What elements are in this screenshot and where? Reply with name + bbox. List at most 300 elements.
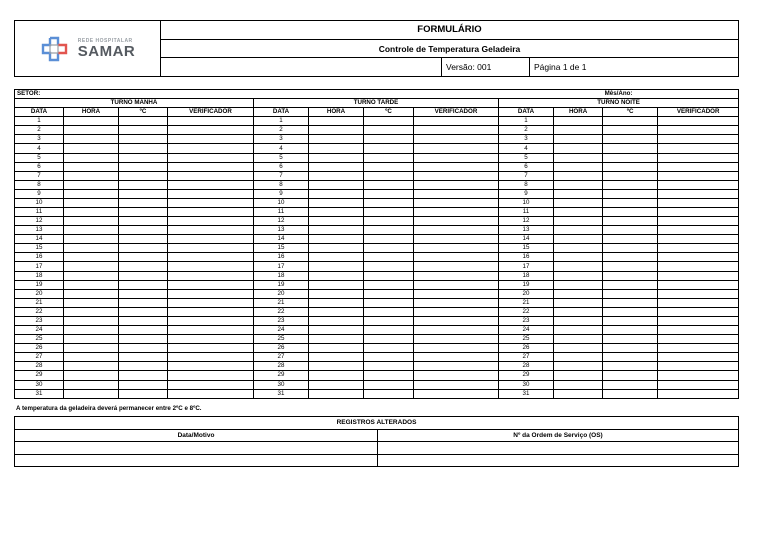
verificador-cell-tarde[interactable] (414, 126, 499, 135)
temperatura-cell-tarde[interactable] (364, 362, 414, 371)
temperatura-cell-noite[interactable] (603, 162, 658, 171)
hora-cell-noite[interactable] (554, 162, 603, 171)
temperatura-cell-noite[interactable] (603, 289, 658, 298)
temperatura-cell-manha[interactable] (119, 153, 168, 162)
verificador-cell-manha[interactable] (168, 126, 254, 135)
verificador-cell-tarde[interactable] (414, 316, 499, 325)
temperatura-cell-manha[interactable] (119, 217, 168, 226)
temperatura-cell-manha[interactable] (119, 289, 168, 298)
hora-cell-noite[interactable] (554, 380, 603, 389)
temperatura-cell-tarde[interactable] (364, 244, 414, 253)
verificador-cell-manha[interactable] (168, 162, 254, 171)
day-row (15, 144, 739, 153)
temperatura-cell-noite[interactable] (603, 153, 658, 162)
verificador-cell-manha[interactable] (168, 253, 254, 262)
verificador-cell-noite[interactable] (658, 126, 739, 135)
temperatura-cell-manha[interactable] (119, 144, 168, 153)
verificador-cell-tarde[interactable] (414, 271, 499, 280)
hora-cell-noite[interactable] (554, 253, 603, 262)
temperatura-cell-tarde[interactable] (364, 208, 414, 217)
temperatura-cell-tarde[interactable] (364, 289, 414, 298)
temperatura-cell-manha[interactable] (119, 353, 168, 362)
temperatura-cell-noite[interactable] (603, 326, 658, 335)
hora-cell-manha[interactable] (64, 371, 119, 380)
verificador-cell-tarde[interactable] (414, 289, 499, 298)
hora-cell-noite[interactable] (554, 316, 603, 325)
hora-cell-manha[interactable] (64, 389, 119, 398)
verificador-cell-manha[interactable] (168, 226, 254, 235)
verificador-cell-noite[interactable] (658, 244, 739, 253)
temperatura-cell-noite[interactable] (603, 335, 658, 344)
verificador-cell-manha[interactable] (168, 389, 254, 398)
day-row (15, 253, 739, 262)
hora-cell-noite[interactable] (554, 335, 603, 344)
verificador-cell-noite[interactable] (658, 298, 739, 307)
day-row (15, 362, 739, 371)
hora-cell-manha[interactable] (64, 208, 119, 217)
temperatura-cell-tarde[interactable] (364, 180, 414, 189)
hora-cell-noite[interactable] (554, 262, 603, 271)
temperatura-cell-tarde[interactable] (364, 162, 414, 171)
hora-cell-tarde[interactable] (309, 371, 364, 380)
day-number-noite: 1 (499, 117, 554, 126)
hora-cell-noite[interactable] (554, 289, 603, 298)
verificador-cell-tarde[interactable] (414, 253, 499, 262)
temperatura-cell-noite[interactable] (603, 389, 658, 398)
temperatura-cell-noite[interactable] (603, 344, 658, 353)
verificador-cell-tarde[interactable] (414, 307, 499, 316)
verificador-cell-noite[interactable] (658, 316, 739, 325)
registro-cell[interactable] (15, 442, 378, 455)
hora-cell-manha[interactable] (64, 153, 119, 162)
verificador-cell-tarde[interactable] (414, 280, 499, 289)
hora-cell-manha[interactable] (64, 180, 119, 189)
hora-cell-tarde[interactable] (309, 389, 364, 398)
verificador-cell-tarde[interactable] (414, 371, 499, 380)
temperatura-cell-tarde[interactable] (364, 326, 414, 335)
temperatura-cell-noite[interactable] (603, 235, 658, 244)
verificador-cell-tarde[interactable] (414, 335, 499, 344)
verificador-cell-noite[interactable] (658, 371, 739, 380)
hora-cell-tarde[interactable] (309, 126, 364, 135)
temperatura-cell-manha[interactable] (119, 244, 168, 253)
verificador-cell-tarde[interactable] (414, 244, 499, 253)
temperatura-cell-noite[interactable] (603, 180, 658, 189)
verificador-cell-noite[interactable] (658, 208, 739, 217)
registro-cell[interactable] (15, 454, 378, 467)
verificador-cell-noite[interactable] (658, 380, 739, 389)
temperatura-cell-manha[interactable] (119, 208, 168, 217)
day-number-tarde: 10 (254, 198, 309, 207)
verificador-cell-tarde[interactable] (414, 235, 499, 244)
column-header-noite: HORA (554, 108, 603, 117)
temperatura-cell-tarde[interactable] (364, 298, 414, 307)
hora-cell-manha[interactable] (64, 307, 119, 316)
verificador-cell-noite[interactable] (658, 135, 739, 144)
mes-ano-label[interactable]: Mês/Ano: (603, 90, 739, 99)
temperatura-cell-tarde[interactable] (364, 353, 414, 362)
temperatura-cell-manha[interactable] (119, 198, 168, 207)
verificador-cell-manha[interactable] (168, 135, 254, 144)
hora-cell-manha[interactable] (64, 135, 119, 144)
hora-cell-manha[interactable] (64, 126, 119, 135)
hora-cell-manha[interactable] (64, 189, 119, 198)
verificador-cell-noite[interactable] (658, 362, 739, 371)
hora-cell-manha[interactable] (64, 144, 119, 153)
verificador-cell-tarde[interactable] (414, 180, 499, 189)
verificador-cell-noite[interactable] (658, 162, 739, 171)
verificador-cell-tarde[interactable] (414, 189, 499, 198)
day-number-tarde: 30 (254, 380, 309, 389)
hora-cell-tarde[interactable] (309, 171, 364, 180)
verificador-cell-manha[interactable] (168, 344, 254, 353)
verificador-cell-tarde[interactable] (414, 344, 499, 353)
hora-cell-manha[interactable] (64, 226, 119, 235)
hora-cell-noite[interactable] (554, 298, 603, 307)
hora-cell-noite[interactable] (554, 126, 603, 135)
registro-cell[interactable] (378, 454, 739, 467)
verificador-cell-tarde[interactable] (414, 144, 499, 153)
temperatura-cell-manha[interactable] (119, 126, 168, 135)
verificador-cell-manha[interactable] (168, 117, 254, 126)
temperatura-cell-manha[interactable] (119, 389, 168, 398)
hora-cell-tarde[interactable] (309, 235, 364, 244)
temperatura-cell-manha[interactable] (119, 226, 168, 235)
verificador-cell-manha[interactable] (168, 198, 254, 207)
temperatura-cell-noite[interactable] (603, 380, 658, 389)
hora-cell-tarde[interactable] (309, 326, 364, 335)
temperatura-cell-tarde[interactable] (364, 371, 414, 380)
temperatura-cell-manha[interactable] (119, 235, 168, 244)
temperatura-cell-tarde[interactable] (364, 253, 414, 262)
verificador-cell-manha[interactable] (168, 217, 254, 226)
hora-cell-noite[interactable] (554, 244, 603, 253)
verificador-cell-noite[interactable] (658, 235, 739, 244)
hora-cell-noite[interactable] (554, 353, 603, 362)
temperatura-cell-noite[interactable] (603, 126, 658, 135)
temperatura-cell-noite[interactable] (603, 262, 658, 271)
temperatura-cell-noite[interactable] (603, 316, 658, 325)
hora-cell-manha[interactable] (64, 326, 119, 335)
temperatura-cell-tarde[interactable] (364, 344, 414, 353)
verificador-cell-manha[interactable] (168, 371, 254, 380)
temperatura-cell-tarde[interactable] (364, 198, 414, 207)
verificador-cell-noite[interactable] (658, 280, 739, 289)
verificador-cell-tarde[interactable] (414, 389, 499, 398)
hora-cell-manha[interactable] (64, 289, 119, 298)
temperatura-cell-tarde[interactable] (364, 217, 414, 226)
verificador-cell-noite[interactable] (658, 389, 739, 398)
verificador-cell-manha[interactable] (168, 316, 254, 325)
hora-cell-noite[interactable] (554, 189, 603, 198)
temperatura-cell-noite[interactable] (603, 298, 658, 307)
temperatura-cell-manha[interactable] (119, 189, 168, 198)
hora-cell-manha[interactable] (64, 117, 119, 126)
hora-cell-tarde[interactable] (309, 153, 364, 162)
temperatura-cell-manha[interactable] (119, 135, 168, 144)
verificador-cell-noite[interactable] (658, 171, 739, 180)
verificador-cell-manha[interactable] (168, 153, 254, 162)
hora-cell-manha[interactable] (64, 271, 119, 280)
verificador-cell-tarde[interactable] (414, 153, 499, 162)
verificador-cell-noite[interactable] (658, 117, 739, 126)
day-number-noite: 28 (499, 362, 554, 371)
verificador-cell-noite[interactable] (658, 353, 739, 362)
verificador-cell-manha[interactable] (168, 171, 254, 180)
temperatura-cell-tarde[interactable] (364, 307, 414, 316)
verificador-cell-manha[interactable] (168, 289, 254, 298)
verificador-cell-noite[interactable] (658, 217, 739, 226)
temperatura-cell-tarde[interactable] (364, 153, 414, 162)
temperatura-cell-tarde[interactable] (364, 135, 414, 144)
hora-cell-tarde[interactable] (309, 135, 364, 144)
temperatura-cell-tarde[interactable] (364, 262, 414, 271)
hora-cell-tarde[interactable] (309, 162, 364, 171)
temperatura-cell-tarde[interactable] (364, 235, 414, 244)
hora-cell-noite[interactable] (554, 371, 603, 380)
hora-cell-tarde[interactable] (309, 217, 364, 226)
hora-cell-tarde[interactable] (309, 262, 364, 271)
temperatura-cell-tarde[interactable] (364, 380, 414, 389)
verificador-cell-manha[interactable] (168, 189, 254, 198)
temperatura-cell-tarde[interactable] (364, 271, 414, 280)
hora-cell-tarde[interactable] (309, 280, 364, 289)
temperatura-cell-tarde[interactable] (364, 117, 414, 126)
day-number-tarde: 29 (254, 371, 309, 380)
registro-cell[interactable] (378, 442, 739, 455)
day-number-manha: 11 (15, 208, 64, 217)
hora-cell-manha[interactable] (64, 262, 119, 271)
temperatura-cell-manha[interactable] (119, 371, 168, 380)
hora-cell-noite[interactable] (554, 217, 603, 226)
hora-cell-tarde[interactable] (309, 244, 364, 253)
temperatura-cell-noite[interactable] (603, 271, 658, 280)
hora-cell-noite[interactable] (554, 171, 603, 180)
verificador-cell-manha[interactable] (168, 235, 254, 244)
temperatura-cell-noite[interactable] (603, 217, 658, 226)
hora-cell-manha[interactable] (64, 380, 119, 389)
verificador-cell-tarde[interactable] (414, 117, 499, 126)
verificador-cell-noite[interactable] (658, 226, 739, 235)
temperatura-cell-tarde[interactable] (364, 316, 414, 325)
hora-cell-noite[interactable] (554, 226, 603, 235)
temperatura-cell-noite[interactable] (603, 307, 658, 316)
verificador-cell-tarde[interactable] (414, 135, 499, 144)
temperatura-cell-manha[interactable] (119, 117, 168, 126)
verificador-cell-noite[interactable] (658, 253, 739, 262)
hora-cell-noite[interactable] (554, 389, 603, 398)
temperatura-cell-tarde[interactable] (364, 335, 414, 344)
verificador-cell-tarde[interactable] (414, 262, 499, 271)
verificador-cell-manha[interactable] (168, 280, 254, 289)
hora-cell-noite[interactable] (554, 235, 603, 244)
temperatura-cell-noite[interactable] (603, 144, 658, 153)
hora-cell-noite[interactable] (554, 208, 603, 217)
hora-cell-tarde[interactable] (309, 335, 364, 344)
verificador-cell-tarde[interactable] (414, 226, 499, 235)
temperatura-cell-noite[interactable] (603, 353, 658, 362)
verificador-cell-tarde[interactable] (414, 217, 499, 226)
temperatura-cell-tarde[interactable] (364, 280, 414, 289)
hora-cell-tarde[interactable] (309, 117, 364, 126)
verificador-cell-noite[interactable] (658, 289, 739, 298)
hora-cell-manha[interactable] (64, 316, 119, 325)
hora-cell-manha[interactable] (64, 217, 119, 226)
hora-cell-tarde[interactable] (309, 253, 364, 262)
hora-cell-tarde[interactable] (309, 208, 364, 217)
hora-cell-noite[interactable] (554, 153, 603, 162)
temperatura-cell-noite[interactable] (603, 226, 658, 235)
hora-cell-noite[interactable] (554, 144, 603, 153)
temperatura-cell-manha[interactable] (119, 298, 168, 307)
verificador-cell-manha[interactable] (168, 208, 254, 217)
hora-cell-manha[interactable] (64, 244, 119, 253)
hora-cell-tarde[interactable] (309, 180, 364, 189)
temperatura-cell-noite[interactable] (603, 208, 658, 217)
verificador-cell-noite[interactable] (658, 189, 739, 198)
temperatura-cell-manha[interactable] (119, 271, 168, 280)
verificador-cell-manha[interactable] (168, 380, 254, 389)
hora-cell-noite[interactable] (554, 326, 603, 335)
hora-cell-manha[interactable] (64, 298, 119, 307)
temperatura-cell-manha[interactable] (119, 316, 168, 325)
verificador-cell-manha[interactable] (168, 144, 254, 153)
hora-cell-noite[interactable] (554, 135, 603, 144)
hora-cell-noite[interactable] (554, 180, 603, 189)
verificador-cell-noite[interactable] (658, 198, 739, 207)
verificador-cell-noite[interactable] (658, 262, 739, 271)
verificador-cell-manha[interactable] (168, 307, 254, 316)
temperatura-cell-manha[interactable] (119, 326, 168, 335)
day-number-noite: 22 (499, 307, 554, 316)
column-header-tarde: VERIFICADOR (414, 108, 499, 117)
hora-cell-manha[interactable] (64, 198, 119, 207)
temperatura-cell-noite[interactable] (603, 371, 658, 380)
temperatura-cell-manha[interactable] (119, 307, 168, 316)
verificador-cell-tarde[interactable] (414, 326, 499, 335)
temperatura-cell-noite[interactable] (603, 244, 658, 253)
verificador-cell-tarde[interactable] (414, 198, 499, 207)
verificador-cell-manha[interactable] (168, 180, 254, 189)
hora-cell-tarde[interactable] (309, 298, 364, 307)
hora-cell-tarde[interactable] (309, 344, 364, 353)
hora-cell-tarde[interactable] (309, 189, 364, 198)
temperatura-cell-noite[interactable] (603, 171, 658, 180)
temperatura-cell-manha[interactable] (119, 344, 168, 353)
hora-cell-tarde[interactable] (309, 289, 364, 298)
hora-cell-manha[interactable] (64, 280, 119, 289)
temperatura-cell-tarde[interactable] (364, 189, 414, 198)
verificador-cell-noite[interactable] (658, 335, 739, 344)
verificador-cell-tarde[interactable] (414, 380, 499, 389)
hora-cell-noite[interactable] (554, 344, 603, 353)
verificador-cell-tarde[interactable] (414, 353, 499, 362)
temperatura-cell-noite[interactable] (603, 189, 658, 198)
verificador-cell-tarde[interactable] (414, 162, 499, 171)
hora-cell-noite[interactable] (554, 280, 603, 289)
verificador-cell-tarde[interactable] (414, 171, 499, 180)
day-row (15, 208, 739, 217)
temperatura-cell-noite[interactable] (603, 280, 658, 289)
verificador-cell-noite[interactable] (658, 326, 739, 335)
hora-cell-tarde[interactable] (309, 198, 364, 207)
hora-cell-tarde[interactable] (309, 307, 364, 316)
temperatura-cell-noite[interactable] (603, 198, 658, 207)
hora-cell-tarde[interactable] (309, 271, 364, 280)
verificador-cell-manha[interactable] (168, 271, 254, 280)
hora-cell-manha[interactable] (64, 253, 119, 262)
temperatura-cell-manha[interactable] (119, 253, 168, 262)
verificador-cell-noite[interactable] (658, 144, 739, 153)
verificador-cell-noite[interactable] (658, 271, 739, 280)
verificador-cell-noite[interactable] (658, 153, 739, 162)
temperatura-cell-noite[interactable] (603, 362, 658, 371)
setor-label[interactable]: SETOR: (15, 90, 603, 99)
temperatura-cell-manha[interactable] (119, 380, 168, 389)
temperatura-cell-noite[interactable] (603, 135, 658, 144)
temperatura-cell-tarde[interactable] (364, 171, 414, 180)
hora-cell-noite[interactable] (554, 117, 603, 126)
temperatura-cell-tarde[interactable] (364, 389, 414, 398)
day-number-manha: 15 (15, 244, 64, 253)
temperatura-cell-tarde[interactable] (364, 126, 414, 135)
hora-cell-manha[interactable] (64, 235, 119, 244)
temperatura-cell-manha[interactable] (119, 171, 168, 180)
verificador-cell-noite[interactable] (658, 344, 739, 353)
verificador-cell-tarde[interactable] (414, 362, 499, 371)
hora-cell-noite[interactable] (554, 362, 603, 371)
temperatura-cell-tarde[interactable] (364, 226, 414, 235)
temperatura-cell-manha[interactable] (119, 280, 168, 289)
verificador-cell-manha[interactable] (168, 262, 254, 271)
temperatura-cell-manha[interactable] (119, 362, 168, 371)
hora-cell-noite[interactable] (554, 198, 603, 207)
temperatura-cell-noite[interactable] (603, 117, 658, 126)
verificador-cell-manha[interactable] (168, 335, 254, 344)
hora-cell-manha[interactable] (64, 362, 119, 371)
verificador-cell-manha[interactable] (168, 353, 254, 362)
hora-cell-tarde[interactable] (309, 144, 364, 153)
temperatura-cell-manha[interactable] (119, 262, 168, 271)
hora-cell-tarde[interactable] (309, 353, 364, 362)
hora-cell-tarde[interactable] (309, 226, 364, 235)
verificador-cell-manha[interactable] (168, 326, 254, 335)
temperatura-cell-noite[interactable] (603, 253, 658, 262)
verificador-cell-noite[interactable] (658, 180, 739, 189)
hora-cell-noite[interactable] (554, 271, 603, 280)
hora-cell-tarde[interactable] (309, 316, 364, 325)
hora-cell-manha[interactable] (64, 344, 119, 353)
temperatura-cell-manha[interactable] (119, 335, 168, 344)
hora-cell-manha[interactable] (64, 353, 119, 362)
hora-cell-manha[interactable] (64, 335, 119, 344)
verificador-cell-manha[interactable] (168, 244, 254, 253)
hora-cell-manha[interactable] (64, 162, 119, 171)
hora-cell-tarde[interactable] (309, 362, 364, 371)
hora-cell-manha[interactable] (64, 171, 119, 180)
verificador-cell-tarde[interactable] (414, 298, 499, 307)
temperatura-cell-manha[interactable] (119, 180, 168, 189)
verificador-cell-tarde[interactable] (414, 208, 499, 217)
hora-cell-noite[interactable] (554, 307, 603, 316)
verificador-cell-manha[interactable] (168, 298, 254, 307)
verificador-cell-manha[interactable] (168, 362, 254, 371)
temperatura-cell-manha[interactable] (119, 162, 168, 171)
day-number-manha: 13 (15, 226, 64, 235)
hora-cell-tarde[interactable] (309, 380, 364, 389)
verificador-cell-noite[interactable] (658, 307, 739, 316)
temperatura-cell-tarde[interactable] (364, 144, 414, 153)
